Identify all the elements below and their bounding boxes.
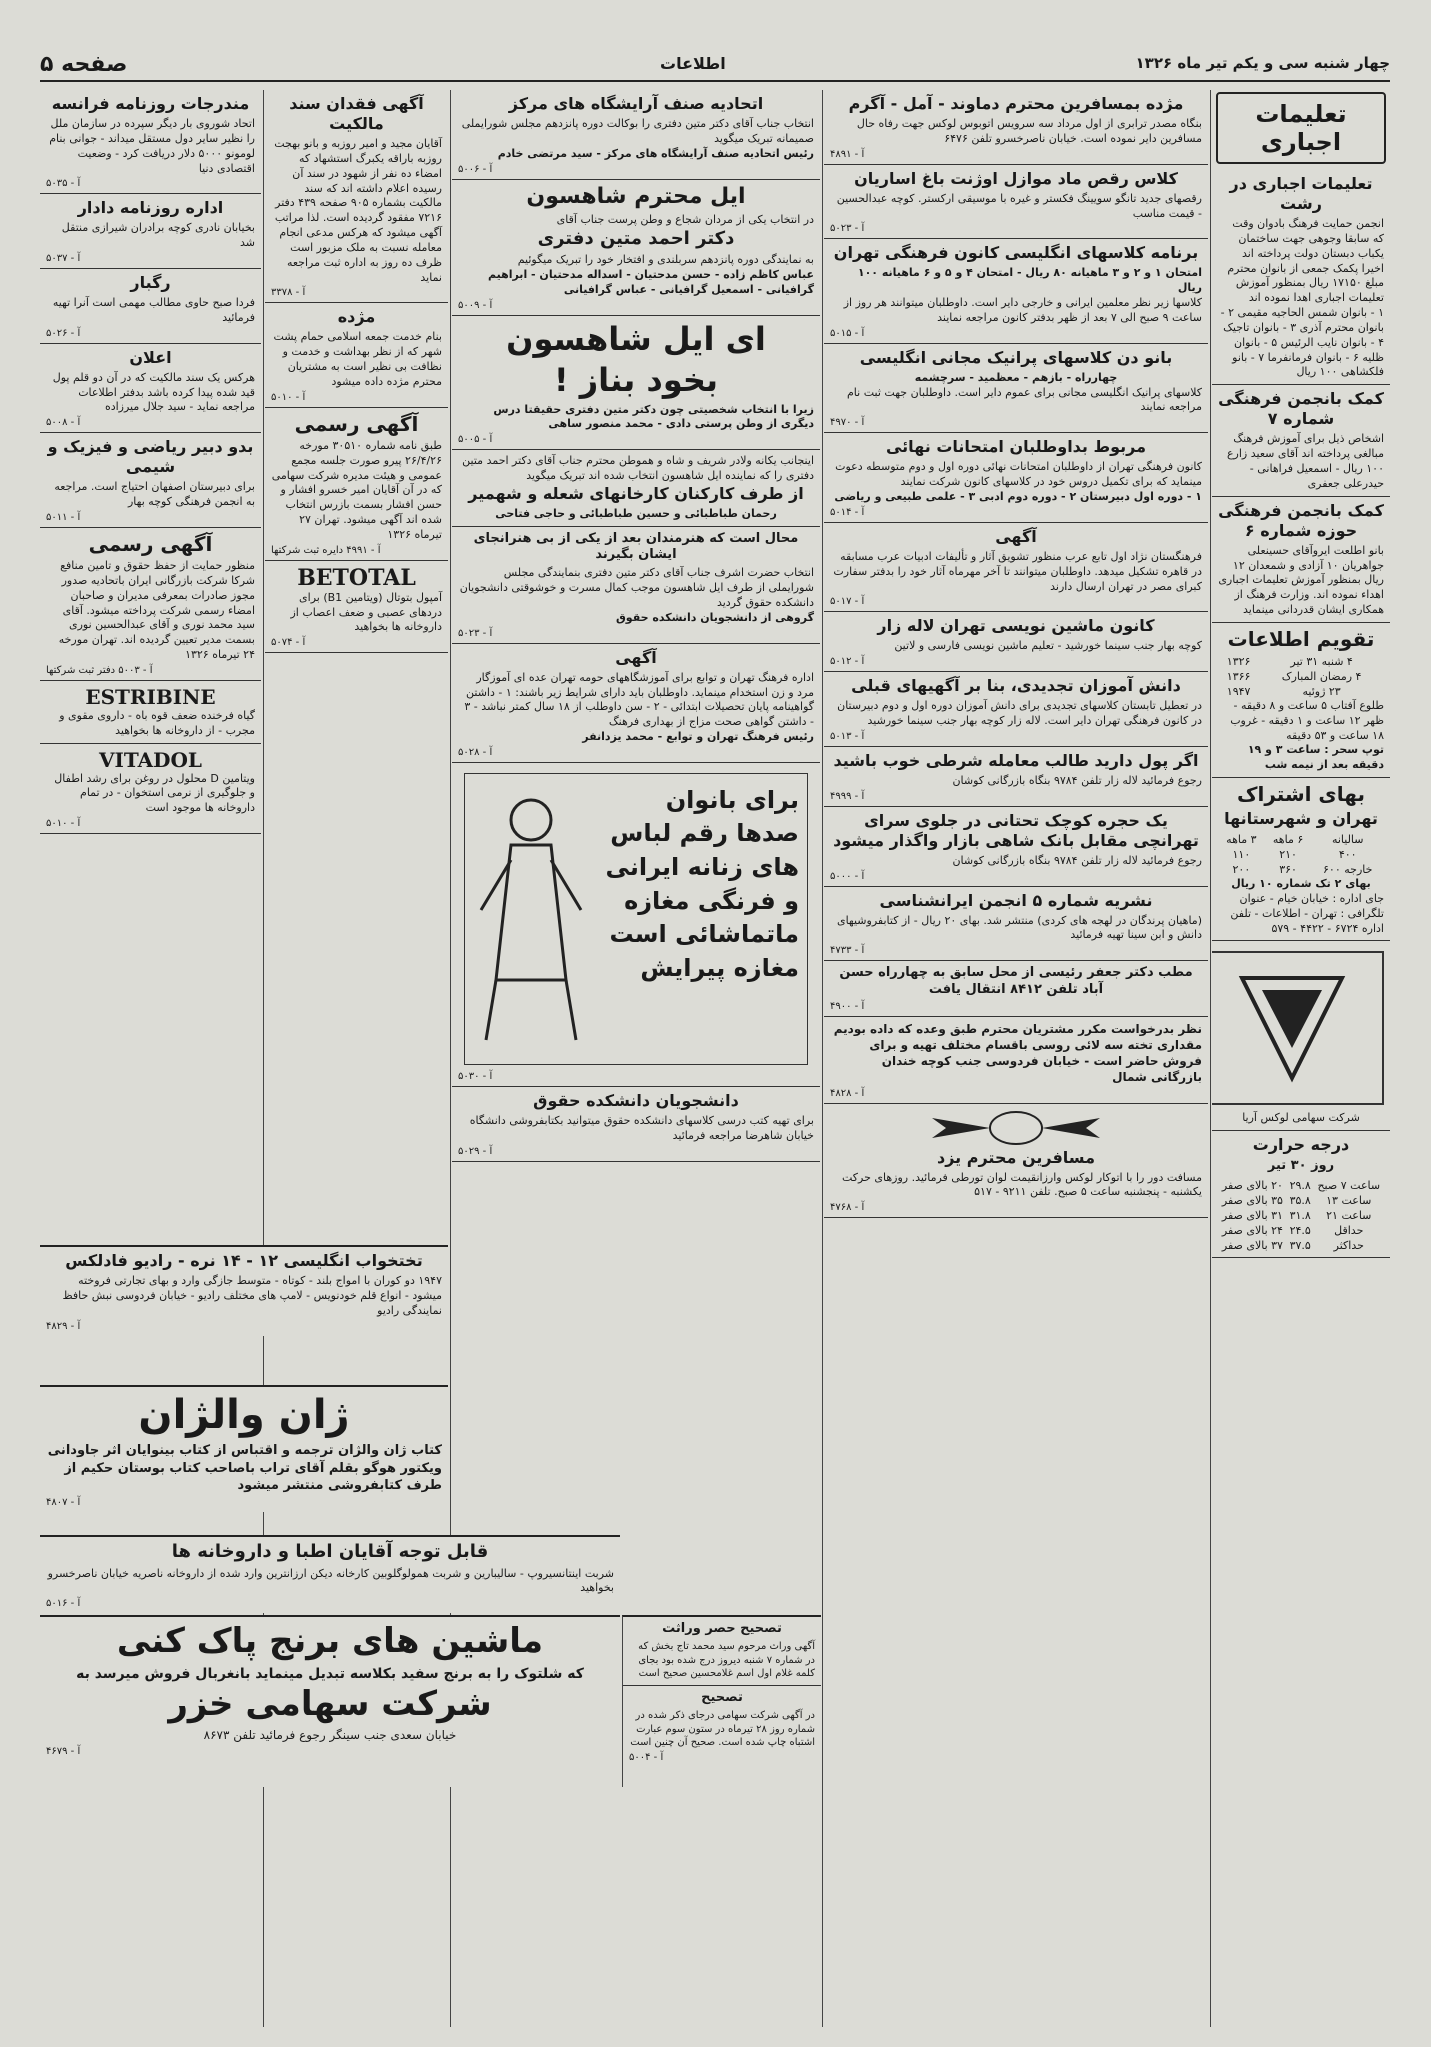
temperature-box: [1212, 1131, 1390, 1257]
logo-box: [1212, 941, 1390, 1131]
ad-text: شربت اینتانسیروپ - سالیبارین و شربت همولوگلوبین کارخانه دیکن ارزانترین وارد شده از داروخانه ناصریه خیابان ناصرخسرو بخواهید: [47, 1566, 614, 1595]
ad-code: آ - ۵۰۱۳: [830, 730, 865, 742]
ad-title: رگبار: [130, 273, 171, 293]
ad-title: ژان والژان: [138, 1392, 350, 1438]
ad-subtitle: چهارراه - بازهم - معظمید - سرچشمه: [914, 370, 1118, 384]
brand-name: VITADOL: [98, 747, 202, 772]
ad-text: هرکس یک سند مالکیت که در آن دو قلم پول قید شده پیدا کرده باشد بدفتر اطلاعات مراجعه نماید - سید جلال میرزاده: [52, 370, 255, 414]
ad-text: کوچه بهار جنب سینما خورشید - تعلیم ماشین نویسی فارسی و لاتین: [894, 639, 1202, 653]
ad-title: قابل توجه آقایان اطبا و داروخانه ها: [171, 1541, 489, 1562]
winged-emblem-icon: [926, 1110, 1106, 1146]
ad-title: آگهی فقدان سند مالکیت: [289, 94, 424, 133]
ad-text: آمپول بتوتال (ویتامین B1) برای دردهای عصبی و ضعف اعصاب از داروخانه ها بخواهید: [290, 590, 442, 634]
ad-typing: [824, 612, 1208, 672]
ad-code: آ - ۵۰۲۳: [458, 627, 493, 639]
ad-title: آگهی رسمی: [294, 411, 419, 436]
ad-title: مربوط بداوطلبان امتحانات نهائی: [885, 437, 1147, 457]
ad-text: کانون فرهنگی تهران از داوطلبان امتحانات نهائی دوره اول و دوم متوسطه دعوت مینماید که برای تکمیل دروس خود در کلاسهای کانون شرکت نمایند: [835, 460, 1202, 489]
ad-signers: عباس کاظم زاده - حسن مدحتیان - اسداله مدحتیان - ابراهیم گرافیانی - اسمعیل گرافیانی - عباس گرافیانی: [487, 268, 814, 296]
ad-title: مسافرین محترم یزد: [937, 1147, 1095, 1167]
ad-rice-machines: [40, 1615, 620, 1787]
ad-title: بدو دبیر ریاضی و فیزیک و شیمی: [47, 437, 254, 477]
ad-code: آ - ۳۳۷۸: [271, 287, 306, 299]
ad-code: آ - ۵۰۲۹: [458, 1145, 493, 1157]
ad-title: برنامه کلاسهای انگلیسی کانون فرهنگی تهران: [833, 243, 1199, 263]
ad-code: آ - ۴۷۳۳: [830, 945, 865, 957]
ad-title: مژده بمسافرین محترم دماوند - آمل - آگرم: [848, 94, 1184, 113]
ad-title: آگهی: [615, 647, 657, 667]
calendar-row: ۴ رمضان المبارک ۱۳۶۶: [1226, 669, 1362, 683]
ad-code: آ - ۵۰۰۵: [458, 434, 493, 446]
ad-code: آ - ۴۹۰۰: [830, 1000, 865, 1012]
ad-final-exams: [824, 433, 1208, 523]
ad-title: مژده: [337, 307, 376, 327]
ad-code: آ - ۵۰۱۵: [830, 327, 865, 339]
ad-text: نظر بدرخواست مکرر مشتریان محترم طبق وعده که داده بودیم مقداری تخته سه لائی روسی باقسام مختلف تهیه و برای فروش حاضر است - خیابان فردوسی جنب کوچه خندان بازرگانی شمال: [833, 1021, 1202, 1085]
article-title: تعلیمات اجباری در رشت: [1229, 174, 1373, 213]
ad-code: آ - ۴۸۲۹: [46, 1320, 81, 1332]
ad-plywood: [824, 1017, 1208, 1104]
ad-code: آ - ۵۰۰۶: [458, 163, 493, 175]
ad-code: آ - ۵۰۰۴: [629, 1751, 664, 1763]
ad-title: نشریه شماره ۵ انجمن ایرانشناسی: [879, 890, 1153, 910]
ad-signature: رئیس فرهنگ تهران و توابع - محمد یزدانفر: [582, 730, 814, 744]
temperature-row: حداکثر ۳۷.۵ ۳۷ بالای صفر: [1221, 1238, 1364, 1252]
ad-title: محال است که هنرمندان بعد از یکی از بی هنرانجای ایشان بگیرند: [473, 530, 799, 563]
ad-title: تصحیح: [701, 1689, 743, 1705]
ad-title: دانش آموزان تجدیدی، بنا بر آگهیهای قبلی: [851, 676, 1181, 696]
column-divider: [822, 90, 823, 2027]
ad-official-notice: [265, 408, 448, 561]
ad-title: ایل محترم شاهسون: [526, 183, 746, 209]
ad-ragbar: [40, 269, 261, 344]
ad-title: اگر پول دارید طالب معامله شرطی خوب باشید: [833, 750, 1199, 770]
column-ads-2: [824, 90, 1208, 2027]
temperature-table: [1218, 1178, 1384, 1253]
page-number: صفحه ۵: [40, 52, 128, 77]
sahar-time: توپ سحر : ساعت ۳ و ۱۹ دقیقه بعد از نیمه شب: [1247, 743, 1384, 772]
calendar-box: [1212, 623, 1390, 778]
ad-code: آ - ۴۸۹۱: [830, 148, 865, 160]
ad-teachers-needed: [40, 433, 261, 528]
calendar-row: ۲۳ ژوئیه ۱۹۴۷: [1226, 684, 1341, 698]
temperature-row: ساعت ۱۳ ۳۵.۸ ۳۵ بالای صفر: [1221, 1193, 1372, 1207]
ad-text: گیاه فرخنده ضعف قوه باه - داروی مقوی و مجرب - از داروخانه ها بخواهید: [59, 708, 255, 737]
ad-text: در تعطیل تابستان کلاسهای تجدیدی برای دانش آموزان دوره اول و دوم دبیرستان در کانون فرهنگی تهران دایر است. لاله زار کوچه بهار جنب سینما خورشید: [837, 699, 1202, 728]
ad-law-students: [452, 527, 820, 644]
paper-name: اطلاعات: [660, 54, 726, 73]
ad-teacher-hiring: [452, 644, 820, 763]
ad-title: از طرف کارکنان کارخانهای شعله و شهمیر: [468, 483, 804, 503]
ad-text: بخیابان نادری کوچه برادران شیرازی منتقل شد: [61, 221, 255, 250]
company-address: خیابان سعدی جنب سینگر رجوع فرمائید تلفن ۸۶۷۳: [203, 1728, 457, 1743]
ad-code: آ - ۵۰۱۰: [46, 818, 81, 830]
headline: ای ایل شاهسون: [506, 319, 766, 358]
ad-title: مطب دکتر جعفر رئیسی از محل سابق به چهارراه حسن آباد تلفن ۸۴۱۲ انتقال یافت: [839, 965, 1193, 997]
ad-code: آ - ۵۰۰۳ دفتر ثبت شرکتها: [46, 664, 153, 676]
article-title: کمک بانجمن فرهنگی شماره ۷: [1218, 389, 1384, 429]
ad-code: آ - ۵۰۰۸: [46, 417, 81, 429]
company-logo: [1212, 951, 1384, 1105]
column-info: [1212, 90, 1390, 2027]
article-aid: [1212, 385, 1390, 496]
subscription-subtitle: تهران و شهرستانها: [1224, 809, 1378, 829]
ad-text: بنگاه مصدر ترابری از اول مرداد سه سرویس اتوبوس لوکس جهت رفاه حال مسافرین دایر نموده است. خیابان ناصرخسرو تلفن ۶۴۷۶: [856, 117, 1202, 145]
ad-pharmacies: [40, 1535, 620, 1613]
ad-money: [824, 747, 1208, 807]
ad-text: ۱۹۴۷ دو کوران با امواج بلند - کوتاه - متوسط جازگی وارد و بهای تجارتی فروخته میشود - انواع قلم خودنویس - لامپ های مختلف رادیو - خیابان فردوسی نبش حافظ نمایندگی رادیو: [62, 1274, 442, 1317]
ad-text: طبق نامه شماره ۳۰۵۱۰ مورخه ۲۶/۴/۲۶ پیرو صورت جلسه مجمع عمومی و هیئت مدیره شرکت سهامی که در آن آقایان امیر خسرو افشار و حسن افشار بسمت بازرس انتخاب شده اند آگهی میشود. تهران ۲۷ تیرماه ۱۳۲۶: [271, 438, 442, 541]
article-text: بانو اطلعت ایروآقای حسینعلی جواهریان ۱۰ آزادی و شمعدان ۱۲ ریال بمنظور آموزش تعلیمات اجباری اهداء نموده اند. وزارت فرهنگ از همکاری ایشان قدردانی مینماید: [1218, 543, 1384, 617]
calendar-row: ۴ شنبه ۳۱ تیر ۱۳۲۶: [1226, 654, 1353, 668]
ad-bus-yazd: [824, 1104, 1208, 1219]
subscription-box: [1212, 778, 1390, 941]
ad-text: آگهی وراث مرحوم سید محمد تاج بخش که در شماره ۷ شنبه دیروز درج شده بود بجای کلمه غلام اول اسم غلامحسین صحیح است: [638, 1641, 815, 1680]
ad-title: تختخواب انگلیسی ۱۲ - ۱۴ نره - رادیو فادلکس: [65, 1251, 423, 1270]
temperature-row: ساعت ۷ صبح ۲۹.۸ ۲۰ بالای صفر: [1221, 1178, 1381, 1192]
ad-text: منظور حمایت از حفظ حقوق و تامین منافع شرکا شرکت بازرگانی ایران باتحادیه صدور مجوز صادرات بمعرفی مدیران و صاحبان امضاء رسمی شرکت پرداخته میشود. آقای سید محمد نوری و آقای عبدالحسین نوری بسمت مدیر تعیین گردیده اند. تهران مورخه ۲۴ تیرماه ۱۳۲۶: [58, 558, 255, 662]
woman-figure-icon: [471, 780, 591, 1050]
ad-be-proud: [452, 316, 820, 450]
boutique-illustration: [464, 773, 808, 1065]
ad-title: یک حجره کوچک تحتانی در جلوی سرای تهرانچی مقابل بانک شاهی بازار واگذار میشود: [833, 810, 1199, 850]
ad-code: آ - ۵۰۱۲: [830, 656, 865, 668]
article-title: کمک بانجمن فرهنگی حوزه شماره ۶: [1218, 500, 1384, 540]
ad-text: فردا صبح حاوی مطالب مهمی است آنرا تهیه فرمائید: [52, 296, 255, 324]
ad-code: آ - ۵۰۱۱: [46, 511, 81, 523]
ad-text: به نمایندگی دوره پانزدهم سربلندی و افتخار خود را تبریک میگوئیم: [517, 253, 814, 267]
ad-doctor: [824, 961, 1208, 1017]
ad-jean-valjean: [40, 1385, 448, 1512]
issue-date: چهار شنبه سی و یکم تیر ماه ۱۳۲۶: [1135, 54, 1390, 72]
calendar-title: تقویم اطلاعات: [1227, 626, 1375, 651]
article-list: ۱ - بانوان شمس الحاجیه مقیمی ۲ - بانوان محترم آذری ۳ - بانوان تاجیک ۴ - بانوان نایب الرئیس ۵ - بانوان ظلیه ۶ - بانوان فرمانفرما ۷ - بانو فلکشاهی ۱۰۰ ریال: [1220, 306, 1384, 379]
ad-retake-students: [824, 672, 1208, 747]
ad-subtitle: ۱ - دوره اول دبیرستان ۲ - دوره دوم ادبی ۳ - علمی طبیعی و ریاضی: [834, 489, 1202, 503]
ad-dadar: [40, 194, 261, 269]
ad-code: آ - ۵۰۱۴: [830, 506, 865, 518]
boutique-text: برای بانوان صدها رقم لباس های زنانه ایرانی و فرنگی مغازه ماتماشائی است مغازه پیرایش: [605, 785, 799, 982]
ad-text: کلاسهای پرانیک انگلیسی مجانی برای عموم دایر است. داوطلبان جهت ثبت نام مراجعه نمایند: [847, 385, 1202, 414]
ad-code: آ - ۴۹۷۰: [830, 417, 865, 429]
ad-text: که شلتوک را به برنج سفید بکلاسه تبدیل مینماید بانغربال فروش میرسد به: [76, 1665, 584, 1682]
ad-subtitle: امتحان ۱ و ۲ و ۳ ماهیانه ۸۰ ریال - امتحان ۴ و ۵ و ۶ ماهیانه ۱۰۰ ریال: [857, 266, 1202, 295]
headline: بخود بناز !: [554, 361, 718, 400]
ad-signature: گروهی از دانشجویان دانشکده حقوق: [615, 610, 814, 624]
ad-vitadol: [40, 744, 261, 835]
ad-text: اینجانب یکانه ولادر شریف و شاه و هموطن محترم جناب آقای دکتر احمد متین دفتری را که نماینده ایل شاهسون انتخاب شده اند تبریک میگوید: [462, 454, 814, 483]
ad-text: انتخاب جناب آقای دکتر متین دفتری را بوکالت دوره پانزدهم مجلس شورایملی صمیمانه تبریک میگوید: [461, 117, 814, 145]
ad-shahsavan-tribe: [452, 180, 820, 316]
ad-lost-deed: [265, 90, 448, 303]
ad-official-notice-2: [40, 528, 261, 681]
subscription-title: بهای اشتراک: [1237, 782, 1365, 807]
ad-code: آ - ۴۶۷۹: [46, 1745, 81, 1757]
temperature-row: ساعت ۲۱ ۳۱.۸ ۳۱ بالای صفر: [1221, 1208, 1372, 1222]
ad-iranology: [824, 887, 1208, 962]
ad-text: رقصهای جدید تانگو سویینگ فکستر و غیره با موسیقی ارکستر. کوچه عبدالحسین - قیمت مناسب: [836, 191, 1202, 220]
section-title: تعلیمات اجباری: [1216, 92, 1386, 164]
article-text: اشخاص ذیل برای آموزش فرهنگ مبالغی پرداخته اند آقای سعید زارع ۱۰۰ ریال - اسمعیل فراهانی - حیدرعلی جعفری: [1226, 432, 1384, 490]
temperature-title: درجه حرارت: [1252, 1135, 1350, 1155]
ad-title: بانو دن کلاسهای پرانیک مجانی انگلیسی: [859, 347, 1173, 367]
ad-pirayesh-boutique: [452, 763, 820, 1087]
ad-text: کتاب ژان والژان ترجمه و اقتباس از کتاب بینوایان اثر جاودانی ویکتور هوگو بقلم آقای تراب باصاحب کتاب بوستان حکیم از طرف کتابفروشی منتشر میشود: [47, 1443, 442, 1494]
ad-code: آ - ۵۰۰۰: [830, 870, 865, 882]
ad-text: در انتخاب یکی از مردان شجاع و وطن پرست جناب آقای: [556, 212, 814, 226]
ad-free-english: [824, 344, 1208, 434]
ad-barbers-union: [452, 90, 820, 180]
ad-bedding-radio: [40, 1245, 448, 1336]
ad-code: آ - ۵۰۱۰: [271, 391, 306, 403]
ad-code: آ - ۴۸۲۸: [830, 1087, 865, 1099]
ad-signers: رحمان طباطبائی و حسین طباطبائی و حاجی فتاحی: [495, 506, 777, 520]
ad-notice: [824, 523, 1208, 613]
ad-signature: رئیس اتحادیه صنف آرایشگاه های مرکز - سید مرتضی خادم: [497, 146, 814, 160]
single-price: بهای ۲ تک شماره ۱۰ ریال: [1231, 877, 1371, 891]
temperature-row: حداقل ۲۴.۵ ۲۴ بالای صفر: [1221, 1223, 1364, 1237]
ad-text: رجوع فرمائید لاله زار تلفن ۹۷۸۴ بنگاه بازرگانی کوشان: [952, 853, 1202, 867]
ad-announcement: [40, 344, 261, 434]
ad-text: اتحاد شوروی بار دیگر سپرده در سازمان ملل را نظیر سایر دول مستقل میداند - جوانی بنام لومونو ۵۰۰۰ دلار دریافت کرد - وضعیت اقتصادی دنیا: [49, 117, 255, 175]
ad-text: آقایان مجید و امیر روزبه و بانو بهجت روزبه باراقه یکبرگ استشهاد که امضاء ده نفر از شهود در سند آن رسیده اعلام داشته اند که سند مالکیت بشماره ۹۰۵ صفحه ۴۳۹ دفتر ۷۲۱۶ مفقود گردیده است. لذا مراتب آگهی میشود که هرکس مدعی انجام معامله نسبت به ملک مزبور است ظرف ده روز به اداره ثبت مراجعه نماید: [274, 137, 442, 284]
logo-caption: شرکت سهامی لوکس آریا: [1242, 1111, 1360, 1125]
ad-text: اداره فرهنگ تهران و توابع برای آموزشگاههای حومه تهران عده ای آموزگار مرد و زن استخدام مینماید. داوطلبان باید دارای شرایط زیر باشند: ۱ - داشتن گواهینامه پایان تحصیلات ابتدائی - ۲ - سن داوطلب از ۱۸ سال کمتر نباشد - ۳ - داشتن گواهی صحت مزاج از بهداری فرهنگ: [464, 670, 814, 729]
subscription-table: سالیانه ۶ ماهه ۳ ماهه ۴۰۰ ۲۱۰ ۱۱۰ خارجه ۶۰۰ ۳۶۰ ۲۰۰: [1226, 833, 1373, 877]
ad-code: آ - ۵۰۲۸: [458, 746, 493, 758]
ad-title: آگهی: [995, 526, 1037, 546]
article-text: انجمن حمایت فرهنگ بادوان وقت که سابقا وجوهی جهت ساختمان یکباب دبستان دولت پرداخته اند اخیرا پکمک جمعی از بانوان محترم مبلغ ۱۷۱۵۰ ریال بمنظور آموزش تعلیمات اجباری اهدا نموده اند: [1227, 217, 1384, 305]
ad-title: کلاس رقص ماد موازل اوژنت باغ اساریان: [854, 168, 1178, 188]
ad-title: تصحیح حصر وراثت: [662, 1621, 782, 1636]
ad-title: آگهی رسمی: [88, 531, 213, 556]
office-address: جای اداره : خیابان خیام - عنوان تلگرافی : تهران - اطلاعات - تلفن اداره ۶۷۲۴ - ۴۴۲۲ - ۵۷۹: [1230, 891, 1384, 935]
corrections-box: [622, 1615, 821, 1787]
ad-code: آ - ۵۰۳۰: [458, 1070, 493, 1082]
ad-text: فرهنگستان نژاد اول تابع عرب منظور تشویق آثار و تألیفات ادبیات عرب مسابقه در قاهره تشکیل میدهد. داوطلبان میتوانند تا آخر مهرماه آثار خود را بدفتر سفارت کبرای مصر در تهران ارسال دارند: [833, 549, 1202, 593]
ad-damavand: [824, 90, 1208, 165]
temperature-subtitle: روز ۳۰ تیر: [1267, 1158, 1335, 1174]
calendar-note: طلوع آفتاب ۵ ساعت و ۸ دقیقه - ظهر ۱۲ ساعت و ۱ دقیقه - غروب ۱۸ ساعت و ۵۳ دقیقه: [1230, 698, 1384, 742]
ad-code: آ - ۴۷۶۸: [830, 1202, 865, 1214]
ad-text: رجوع فرمائید لاله زار تلفن ۹۷۸۴ بنگاه بازرگانی کوشان: [952, 773, 1202, 787]
ad-code: آ - ۴۸۰۷: [46, 1496, 81, 1508]
company-name: شرکت سهامی خزر: [168, 1683, 492, 1724]
ad-code: آ - ۵۰۳۵: [46, 178, 81, 190]
ad-text: انتخاب حضرت اشرف جناب آقای دکتر متین دفتری بنمایندگی مجلس شورایملی از طرف ایل شاهسون موجب کمال مسرت و خوشوقتی دانشجویان دانشکده حقوق گردید: [459, 566, 814, 609]
ad-code: آ - ۵۰۳۷: [46, 253, 81, 265]
ad-code: آ - ۵۰۱۷: [830, 596, 865, 608]
ad-text: برای دبیرستان اصفهان احتیاج است. مراجعه به انجمن فرهنگی کوچه بهار: [54, 480, 255, 509]
ad-law-books: [452, 1087, 820, 1162]
ad-code: آ - ۴۹۹۱ دایره ثبت شرکتها: [271, 544, 381, 556]
ad-factory-workers: [452, 450, 820, 527]
ad-betotal: [265, 561, 448, 654]
ad-text: بنام خدمت جمعه اسلامی حمام پشت شهر که از نظر بهداشت و خدمت و نظافت بی نظیر است به مشتریان محترم مژده داده میشود: [273, 330, 442, 388]
ad-text: (ماهیان پرندگان در لهجه های کردی) منتشر شد. بهای ۲۰ ریال - از کتابفروشیهای دانش و ابن سینا تهیه فرمائید: [836, 913, 1202, 942]
ad-english-classes: [824, 239, 1208, 343]
ad-title: کانون ماشین نویسی تهران لاله زار: [877, 616, 1155, 636]
page-header: [40, 50, 1390, 82]
ad-title: دانشجویان دانشکده حقوق: [533, 1090, 739, 1110]
ad-title: اداره روزنامه دادار: [77, 198, 224, 218]
ad-honoree: دکتر احمد متین دفتری: [537, 227, 735, 249]
ad-text: برای تهیه کتب درسی کلاسهای دانشکده حقوق میتوانید بکتابفروشی دانشگاه خیابان شاهرضا مراجعه فرمائید: [469, 1113, 814, 1142]
ad-title: اعلان: [129, 347, 172, 367]
column-divider: [1210, 90, 1211, 2027]
ad-bathhouse: [265, 303, 448, 407]
ad-title: مندرجات روزنامه فرانسه: [51, 94, 250, 113]
ad-title: اتحادیه صنف آرایشگاه های مرکز: [508, 94, 764, 113]
brand-name: ESTRIBINE: [85, 684, 216, 709]
ad-code: آ - ۵۰۲۶: [46, 327, 81, 339]
ad-french-paper: [40, 90, 261, 194]
ad-code: آ - ۵۰۱۶: [46, 1598, 81, 1610]
ad-estribine: [40, 681, 261, 744]
ad-text: در آگهی شرکت سهامی درجای ذکر شده در شماره روز ۲۸ تیرماه در ستون سوم عبارت اشتباه چاپ شده است. صحیح آن چنین است: [630, 1710, 815, 1748]
ad-title: ماشین های برنج پاک کنی: [116, 1621, 544, 1661]
ad-text: کلاسها زیر نظر معلمین ایرانی و خارجی دایر است. داوطلبان میتوانند هر روز از ساعت ۹ صبح الی ۷ بعد از ظهر بدفتر کانون مراجعه نمایند: [843, 296, 1202, 324]
calendar-table: [1218, 654, 1384, 699]
article-aid-2: [1212, 497, 1390, 623]
ad-code: آ - ۴۹۹۹: [830, 790, 865, 802]
emblem-icon: [1232, 968, 1352, 1088]
ad-code: آ - ۵۰۷۴: [271, 637, 306, 649]
ad-shop-room: [824, 807, 1208, 887]
ad-text: ویتامین D محلول در روغن برای رشد اطفال و جلوگیری از نرمی استخوان - در تمام داروخانه ها موجود است: [54, 771, 255, 815]
article-rasht: [1212, 170, 1390, 385]
ad-text: مسافت دور را با اتوکار لوکس وارزانقیمت لوان تورطی فرمائید. روزهای حرکت یکشنبه - پنجشنبه ساعت ۵ صبح. تلفن ۹۲۱۱ - ۵۱۷: [841, 1170, 1202, 1199]
ad-code: آ - ۵۰۲۳: [830, 223, 865, 235]
ad-dance-class: [824, 165, 1208, 240]
ad-text: زیرا با انتخاب شخصیتی چون دکتر متین دفتری حقیقتا درس دیگری از وطن پرستی دادی - محمد منصور ساهی: [493, 402, 814, 431]
ad-code: آ - ۵۰۰۹: [458, 299, 493, 311]
brand-name: BETOTAL: [297, 564, 416, 591]
